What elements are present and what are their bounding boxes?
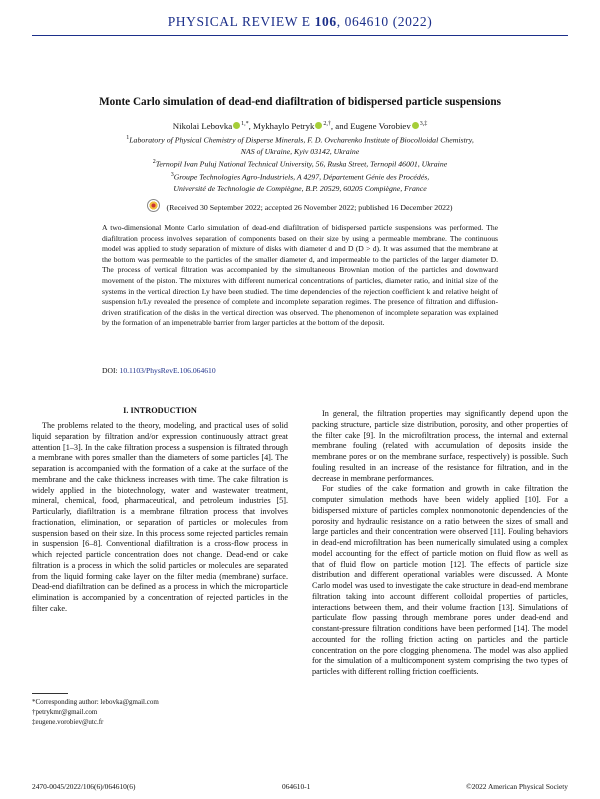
footnotes (32, 697, 288, 727)
footer-copyright: ©2022 American Physical Society (466, 782, 568, 791)
publication-history (0, 199, 600, 212)
journal-article-id: , 064610 (2022) (336, 14, 433, 29)
journal-volume: 106 (314, 14, 337, 29)
section-heading: I. INTRODUCTION (123, 406, 197, 415)
author-name: Nikolai Lebovka (172, 121, 233, 131)
orcid-icon[interactable] (412, 122, 419, 129)
paragraph: For studies of the cake formation and growth in cake filtration the computer simulation methods have been widely applied [10]. For a bidispersed mixture of particles complex nonmonotonic dependencies of the porosity and hydraulic resistance on a ratio between the sizes of small and large particles and their concentration were observed [11]. Fouling behaviors in dead-end microfiltration has been numerically simulated using a complex model accounting for the effect of particle motion on fluid flow as well as that of fluid flow on particle motion [12]. The effects of particle size distribution and different operational variables were discussed. A Monte Carlo model was used to investigate the cake structure in dead-end membrane filtration taking into account different colloidal properties of particles, interactions between them, and their volume fraction [13]. Simulations of particulate flow passing through membrane pores under dead-end and constant-pressure filtration conditions have been performed [14]. The model accounted for the rolling friction acting on particles and the particle concentration on the pore clogging phenomena. The model was also applied for the simulation of a multicomponent system comprising the two types of particles with different rolling friction coefficients. (312, 484, 568, 676)
affiliation-mark: 2 (152, 159, 156, 165)
affiliation-line: Université de Technologie de Compiègne, B.P. 20529, 60205 Compiègne, France (173, 183, 427, 193)
author-name: Eugene Vorobiev (350, 121, 411, 131)
journal-name: PHYSICAL REVIEW E (167, 14, 311, 29)
journal-header (0, 14, 600, 30)
author-marks: 2,† (323, 121, 331, 128)
footnote: †petrykmr@gmail.com (32, 708, 98, 716)
affiliation-line: NAS of Ukraine, Kyiv 03142, Ukraine (240, 146, 360, 156)
doi-link[interactable]: 10.1103/PhysRevE.106.064610 (119, 366, 216, 375)
paper-title: Monte Carlo simulation of dead-end diafiltration of bidispersed particle suspensions (99, 96, 501, 108)
received-dates: (Received 30 September 2022; accepted 26 November 2022; published 16 December 2022) (166, 203, 453, 212)
author-list: Nikolai Lebovka $^{1,*}$, Mykhaylo Petryk $^{2,\dagger}$, and Eugene Vorobiev $^{3,\ddagger}$ (172, 121, 428, 131)
paragraph: In general, the filtration properties may significantly depend upon the packing structure, particle size distribution, porosity, and other properties of the filter cake [9]. In the microfiltration process, the internal and external membrane fouling (related with accumulation of deposits inside the membrane pores or on the membrane surface, respectively) is possible. Such fouling resulted in an increase of the resistance for filtration, and in the decrease in membrane performances. (312, 409, 568, 483)
affiliation-line: Groupe Technologies Agro-Industriels, A 4297, Département Génie des Procédés, (173, 172, 430, 182)
orcid-icon[interactable] (315, 122, 322, 129)
footnote-rule (32, 693, 68, 694)
doi-line (102, 366, 216, 375)
orcid-icon[interactable] (233, 122, 240, 129)
right-column (312, 409, 568, 678)
footer-page-number: 064610-1 (282, 782, 311, 791)
header-rule (32, 35, 568, 36)
author-marks: 3,‡ (419, 121, 428, 128)
affiliation-mark: 3 (170, 171, 174, 178)
doi-label: DOI: (102, 366, 118, 375)
author-name: Mykhaylo Petryk (253, 121, 315, 131)
check-for-updates-icon[interactable] (147, 199, 160, 212)
footnote: *Corresponding author: lebovka@gmail.com (32, 698, 159, 706)
affiliation-mark: 1 (126, 135, 130, 141)
affiliations (0, 133, 600, 194)
left-column (32, 421, 288, 615)
abstract: A two-dimensional Monte Carlo simulation of dead-end diafiltration of bidispersed particle suspensions was performed. The diafiltration process involves separation of components based on their size by using a permeable membrane. The continuous model was applied to study separation of mixture of disks with diameter d and D (D > d). It was assumed that the membrane at the bottom was permeable to the particles of the smaller diameter d, and impermeable to the particles of the larger diameter D. The process of vertical filtration was accompanied by the simultaneous Brownian motion of the particles and downward movement of the piston. The mixtures with different numerical concentrations of particles, diameter ratio, and initial size of the systems in the vertical direction Ly have been studied. The time dependencies of the rejection coefficient k and relative height of suspension h/Ly revealed the presence of complete and incomplete separation regimes. The presence of filtration and diffusion-driven stratification of the disks in the vertical direction was observed. The phenomenon of incomplete separation was explained by the formation of an impenetrable barrier from larger particles at the bottom of the deposit. (102, 223, 498, 328)
footnote: ‡eugene.vorobiev@utc.fr (32, 718, 104, 726)
affiliation-line: Ternopil Ivan Puluj National Technical University, 56, Ruska Street, Ternopil 46001, Ukraine (155, 159, 448, 169)
paragraph: The problems related to the theory, modeling, and practical uses of solid liquid separation by filtration and/or expression continuously attract great attention [1–3]. In the cake filtration process a suspension is filtrated through a membrane with pores smaller than the diameters of some particles [4]. The separation is accompanied with the formation of a cake at the surface of the membrane and the cake thickness increases with time. The cake filtration is widely applied in the biotechnology, water and wastewater treatment, mineral, chemical, food, pharmaceutical, and petroleum industries [5]. Particularly, diafiltration is a membrane filtration process that involves fractionation, elimination, or separation of particles or molecules from suspension based on their size. In this process some rejected particles remain in suspension [6–8]. Conventional diafiltration is a cross-flow process in which rejected particle concentration does not change. Dead-end or cake filtration is a process in which the solid particles or molecules are separated from the liquid forming cake layer on the filter media (membrane) surface. Dead-end diafiltration can be defined as a process in which the microparticle elimination is accompanied by a concentration of rejected particles in the filter cake. (32, 421, 288, 613)
author-marks: 1,* (241, 121, 249, 128)
footer-issn: 2470-0045/2022/106(6)/064610(6) (32, 782, 136, 791)
affiliation-line: Laboratory of Physical Chemistry of Disperse Minerals, F. D. Ovcharenko Institute of Biocolloidal Chemistry, (129, 135, 474, 145)
